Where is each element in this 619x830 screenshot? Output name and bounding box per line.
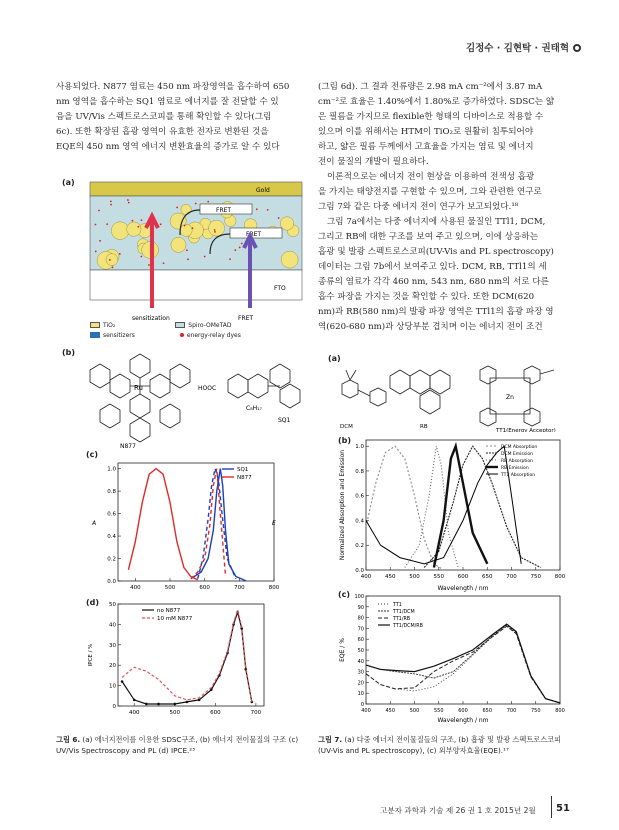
- relay-dye-dot: [110, 204, 112, 206]
- relay-dye-dot: [131, 220, 133, 222]
- fig6-caption-text: (a) 에너지전이를 이용한 SDSC구조, (b) 에너지 전이물질의 구조 (c) UV/Vis Spectroscopy and PL (d) IPCE.²³: [56, 735, 299, 755]
- relay-dye-dot: [109, 259, 111, 261]
- footer-divider: [551, 796, 552, 818]
- text-line: 하고, 얇은 필름 두께에서 고효율을 가지는 염료 및 에너지: [318, 142, 534, 152]
- y-tick-label: 0: [360, 702, 364, 708]
- fig7b-chart: [336, 432, 566, 592]
- relay-dye-dot: [148, 264, 150, 266]
- text-line: nm 영역을 흡수하는 SQ1 염료로 에너지를 잘 전달할 수 있: [56, 97, 279, 107]
- relay-dye-dot: [241, 243, 243, 245]
- series-line-0: [366, 626, 560, 703]
- series-line-1: [366, 625, 560, 703]
- fig7-panel-b-label: (b): [338, 436, 352, 445]
- y-tick-label: 40: [109, 622, 116, 629]
- tio2-particle: [181, 204, 191, 214]
- x-tick-label: 450: [385, 574, 396, 580]
- x-tick-label: 600: [199, 585, 210, 591]
- tio2-particle: [111, 222, 129, 240]
- y-axis-label: Normalized Absorption and Emission: [339, 449, 346, 561]
- y-tick-label: 0.0: [355, 568, 364, 574]
- fret-top-label: FRET: [216, 207, 232, 214]
- text-line: 흡수 파장을 가지는 것을 확인할 수 있다. 또한 DCM(620: [318, 292, 535, 302]
- legend-label: RB Absorption: [501, 459, 534, 464]
- sq1-label: SQ1: [278, 417, 291, 424]
- fig7c-chart: [336, 590, 566, 724]
- sensitizer-swatch: [90, 332, 100, 338]
- text-line: 그림 7a에서는 다중 에너지에 사용된 물질인 TTl1, DCM,: [327, 217, 546, 227]
- text-line: 있으며 이를 위해서는 HTM이 TiO₂로 원활히 침투되어야: [318, 127, 534, 137]
- legend-label: TT1: [393, 603, 402, 608]
- footer-journal: 고분자 과학과 기술 제 26 권 1 호 2015년 2월: [380, 806, 536, 815]
- text-line: cm⁻²로 효율은 1.40%에서 1.80%로 증가하였다. SDSC는 얇: [318, 97, 555, 107]
- dcm-label: DCM: [340, 424, 353, 430]
- x-tick-label: 700: [506, 708, 517, 714]
- x-tick-label: 600: [458, 708, 468, 714]
- fto-label: FTO: [274, 285, 286, 292]
- x-axis-label: Wavelength / nm: [437, 717, 489, 724]
- x-tick-label: 700: [506, 574, 517, 580]
- x-tick-label: 600: [457, 574, 469, 580]
- relay-dye-dot: [192, 227, 194, 229]
- circle-icon: [573, 44, 581, 52]
- x-tick-label: 750: [530, 574, 541, 580]
- tio2-particle: [180, 224, 192, 236]
- x-tick-label: 800: [268, 585, 280, 591]
- relay-dye-dot: [207, 201, 209, 203]
- fig6d-chart: [82, 598, 282, 720]
- text-line: 역(620-680 nm)과 상당부분 겹치며 이는 에너지 전이 조건: [318, 322, 543, 332]
- right-column-text: [318, 80, 564, 335]
- sensitization-label: sensitization: [132, 315, 170, 322]
- tio2-particle: [281, 251, 298, 268]
- ru-label: Ru: [134, 384, 143, 392]
- tio2-particle: [106, 254, 118, 266]
- y-tick-label: 0.8: [107, 489, 116, 496]
- y-tick-label: 0.4: [355, 518, 364, 525]
- relay-dye-dot: [204, 256, 206, 258]
- fig6-panel-b-label: (b): [62, 348, 76, 357]
- c8h17-label: C₈H₁₇: [246, 405, 262, 412]
- data-point: [173, 703, 176, 706]
- zn-label: Zn: [506, 394, 514, 401]
- legend-label: no N877: [157, 608, 181, 614]
- legend-label: N877: [237, 475, 252, 481]
- x-tick-label: 550: [433, 708, 444, 714]
- fig7-panel-a-label: (a): [328, 354, 341, 363]
- y-tick-label: 1.0: [107, 466, 116, 473]
- relay-dye-dot: [187, 258, 189, 260]
- y-tick-label: 30: [109, 642, 116, 649]
- x-tick-label: 800: [554, 574, 566, 580]
- relay-dye-dot: [184, 225, 186, 227]
- relay-dye-dot: [137, 226, 139, 228]
- text-line: 6c). 또한 확장된 흡광 영역이 유효한 전자로 변환된 것을: [56, 127, 269, 137]
- series-line-1: [424, 446, 540, 567]
- text-line: (그림 6d). 그 결과 전류량은 2.98 mA cm⁻²에서 3.87 mA: [318, 82, 543, 92]
- text-line: 그림 7와 같은 다중 에너지 전이 연구가 보고되었다.¹⁸: [318, 202, 519, 212]
- fret-bottom-label: FRET: [246, 231, 262, 238]
- relay-dye-dot: [214, 229, 216, 231]
- y-tick-label: 0: [112, 704, 116, 710]
- hooc-label: HOOC: [198, 385, 217, 392]
- legend-label: TT1/DCM: [393, 610, 415, 615]
- relay-dye-dot: [127, 199, 129, 201]
- legend-spiro: Spiro-OMeTAD: [188, 322, 232, 329]
- legend-relay-dyes: energy-relay dyes: [186, 332, 241, 339]
- relay-dye-dot: [176, 207, 178, 209]
- series-line-1: [128, 469, 197, 580]
- tt1-label: TT1(Energy Acceptor): [496, 428, 556, 432]
- relay-dye-dot: [267, 209, 269, 211]
- x-tick-label: 650: [482, 574, 493, 580]
- fig7-panel-c-label: (c): [338, 590, 351, 599]
- relay-dye-dot: [160, 223, 162, 225]
- legend-label: TT1/RB: [393, 617, 411, 622]
- y-axis-label: EQE / %: [339, 638, 346, 662]
- x-tick-label: 550: [433, 574, 444, 580]
- spiro-swatch: [175, 322, 185, 328]
- y-tick-label: 40: [357, 658, 364, 665]
- y-tick-label: 60: [357, 637, 364, 644]
- relay-dye-dot: [195, 203, 197, 205]
- data-point: [157, 703, 160, 706]
- y-tick-label: 10: [109, 683, 116, 690]
- series-line-3: [198, 469, 236, 579]
- text-line: 사용되었다. N877 염료는 450 nm 파장영역을 흡수하여 650: [56, 82, 290, 92]
- relay-dye-swatch: [180, 333, 184, 337]
- relay-dye-dot: [119, 253, 121, 255]
- y-tick-label: 90: [357, 604, 364, 611]
- relay-dye-dot: [256, 208, 258, 210]
- x-tick-label: 400: [360, 574, 372, 580]
- fig7a-structures: [330, 362, 570, 432]
- fig6-caption: [56, 734, 302, 756]
- series-line-3: [434, 446, 487, 567]
- fig6-panel-a-label: (a): [62, 178, 75, 187]
- y-axis-label: IPCE / %: [88, 643, 94, 667]
- dcm-structure: [342, 370, 386, 406]
- n877-label: N877: [120, 443, 136, 450]
- rb-structure: [390, 370, 450, 414]
- relay-dye-dot: [128, 202, 130, 204]
- data-point: [121, 680, 124, 683]
- tio2-particle: [127, 222, 141, 236]
- y-tick-label: 0.2: [355, 543, 364, 550]
- legend-label: TT1 Absorption: [501, 473, 536, 478]
- relay-dye-dot: [234, 249, 236, 251]
- legend-label: DCM Emission: [501, 452, 533, 457]
- x-tick-label: 500: [409, 574, 420, 580]
- x-tick-label: 700: [234, 585, 245, 591]
- relay-dye-dot: [278, 217, 280, 219]
- relay-dye-dot: [95, 224, 97, 226]
- y-tick-label: 30: [357, 669, 364, 676]
- x-tick-label: 450: [385, 708, 396, 714]
- data-point: [198, 699, 201, 702]
- text-line: 은 필름을 가지므로 flexible한 형태의 디바이스로 적용할 수: [318, 112, 544, 122]
- x-tick-label: 500: [164, 585, 176, 591]
- y-tick-label: 0.0: [107, 579, 116, 585]
- relay-dye-dot: [214, 231, 216, 233]
- series-line-2: [366, 626, 560, 703]
- relay-dye-dot: [98, 210, 100, 212]
- fig6-caption-label: 그림 6.: [56, 735, 81, 744]
- y-tick-label: 0.2: [107, 556, 116, 563]
- y-tick-label: 80: [357, 615, 364, 622]
- sq1-structure: [228, 364, 300, 408]
- tt1-structure: [480, 366, 554, 426]
- gold-label: Gold: [256, 187, 270, 194]
- y-tick-label: 0.6: [355, 493, 364, 500]
- relay-dye-dot: [239, 247, 241, 249]
- y-tick-label: 10: [357, 691, 364, 698]
- rb-label: RB: [420, 424, 428, 430]
- n877-structure: [90, 354, 190, 442]
- text-line: 을 가지는 태양전지를 구현할 수 있으며, 그와 관련한 연구로: [318, 187, 542, 197]
- x-tick-label: 500: [409, 708, 420, 714]
- x-tick-label: 750: [530, 708, 541, 714]
- series-line-0: [122, 612, 252, 704]
- fig6a-legend: [90, 322, 310, 339]
- header-authors: 김정수 · 김현탁 · 권태혁: [465, 43, 569, 54]
- x-tick-label: 400: [128, 710, 140, 716]
- y-tick-label: 1.0: [355, 444, 364, 451]
- left-axis-label: A: [92, 520, 97, 527]
- tio2-swatch: [90, 322, 100, 328]
- series-line-0: [366, 446, 444, 570]
- tio2-particle: [280, 217, 294, 231]
- text-line: 그리고 RB에 대한 구조를 보여 주고 있으며, 이에 상응하는: [318, 232, 539, 242]
- y-tick-label: 100: [354, 594, 364, 600]
- legend-label: DCM Absorption: [501, 445, 538, 450]
- series-line-1: [122, 610, 252, 702]
- data-point: [145, 703, 148, 706]
- fig6-panel-d-label: (d): [86, 598, 100, 607]
- fig6a-schematic: [80, 180, 312, 330]
- legend-sensitizers: sensitizers: [103, 332, 135, 339]
- legend-label: SQ1: [237, 467, 249, 473]
- y-tick-label: 70: [357, 626, 364, 633]
- relay-dye-dot: [112, 266, 114, 268]
- fig6c-chart: [82, 455, 282, 595]
- data-point: [133, 699, 136, 702]
- y-tick-label: 20: [109, 663, 116, 670]
- text-line: 데이터는 그림 7b에서 보여주고 있다. DCM, RB, TTl1의 세: [318, 262, 547, 272]
- data-point: [186, 701, 189, 704]
- page-number: 51: [556, 803, 570, 814]
- x-tick-label: 700: [250, 710, 262, 716]
- relay-dye-dot: [186, 249, 188, 251]
- relay-dye-dot: [110, 201, 112, 203]
- tio2-particle: [171, 237, 186, 252]
- relay-dye-dot: [106, 223, 108, 225]
- relay-dye-dot: [99, 240, 101, 242]
- x-tick-label: 400: [130, 585, 141, 591]
- y-tick-label: 50: [357, 648, 364, 654]
- legend-label: 10 mM N877: [157, 616, 193, 622]
- relay-dye-dot: [140, 256, 142, 258]
- relay-dye-dot: [163, 262, 165, 264]
- gold-layer: [90, 182, 302, 196]
- y-tick-label: 50: [109, 602, 116, 608]
- legend-tio2: TiO₂: [103, 322, 116, 329]
- text-line: 이론적으로는 에너지 전이 현상을 이용하여 전색성 흡광: [327, 172, 535, 182]
- x-tick-label: 800: [555, 708, 565, 714]
- y-tick-label: 0.4: [107, 534, 116, 541]
- y-tick-label: 0.8: [355, 468, 364, 475]
- x-axis-label: Wavelength / nm: [437, 585, 489, 592]
- x-tick-label: 600: [210, 710, 221, 716]
- fto-layer: [90, 270, 302, 300]
- fig6-panel-c-label: (c): [86, 450, 99, 459]
- running-header: [466, 40, 581, 54]
- fig7-caption-label: 그림 7.: [318, 735, 343, 744]
- left-column-text: [56, 80, 302, 155]
- text-line: nm)과 RB(580 nm)의 발광 파장 영역은 TTl1의 흡광 파장 영: [318, 307, 554, 317]
- fig7-caption-text: (a) 다중 에너지 전이물질들의 구조, (b) 흡광 및 발광 스펙트로스코피(UV-Vis and PL spectroscopy), (c) 외부양자효율(EQE).¹⁷: [318, 735, 562, 755]
- x-tick-label: 400: [361, 708, 371, 714]
- relay-dye-dot: [141, 219, 143, 221]
- x-tick-label: 650: [482, 708, 493, 714]
- fret-label: FRET: [238, 315, 254, 322]
- fig7-caption: [318, 734, 568, 756]
- series-line-4: [366, 446, 521, 564]
- y-tick-label: 20: [357, 680, 364, 687]
- relay-dye-dot: [95, 251, 97, 253]
- text-line: EQE의 450 nm 영역 에너지 변환효율의 증가로 알 수 있다: [56, 142, 280, 152]
- tio2-particle: [209, 220, 225, 236]
- text-line: 음을 UV/Vis 스펙트로스코피를 통해 확인할 수 있다(그림: [56, 112, 272, 122]
- text-line: 흡광 및 발광 스펙트로스코피(UV-Vis and PL spectroscopy): [318, 247, 554, 257]
- fig6b-structures: [70, 340, 310, 450]
- legend-label: RB Emission: [501, 466, 529, 471]
- x-tick-label: 500: [169, 710, 181, 716]
- right-axis-label: E: [272, 520, 276, 527]
- legend-label: TT1/DCM/RB: [393, 624, 423, 629]
- relay-dye-dot: [229, 258, 231, 260]
- text-line: 종류의 염료가 각각 460 nm, 543 nm, 680 nm의 서로 다른: [318, 277, 549, 287]
- text-line: 전이 물질의 개발이 필요하다.: [318, 157, 429, 167]
- y-tick-label: 0.6: [107, 511, 116, 518]
